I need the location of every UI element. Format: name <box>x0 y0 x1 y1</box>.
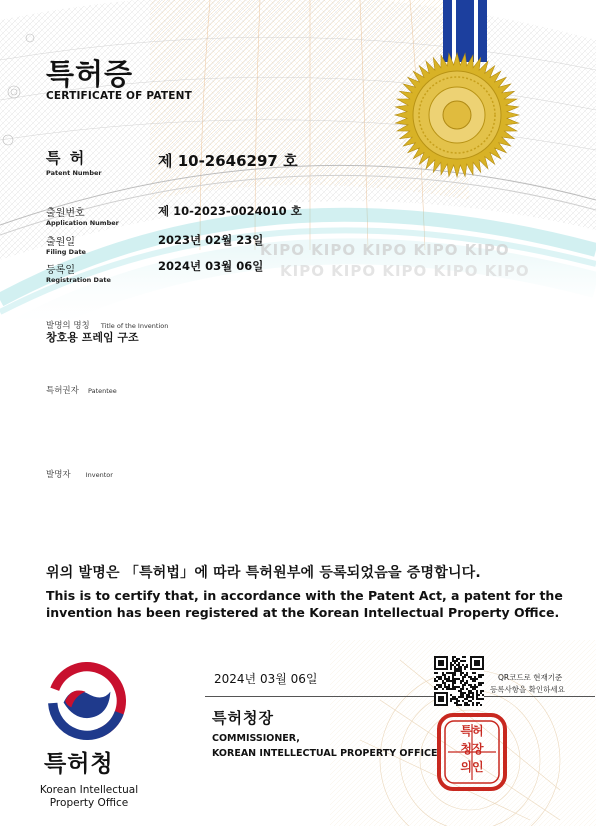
field-label-en: Application Number <box>46 219 119 227</box>
field-label-ko: 등록일 <box>46 265 75 276</box>
issue-date: 2024년 03월 06일 <box>214 672 318 686</box>
patent-number-label-ko: 특 허 <box>46 149 87 167</box>
office-name-en-line1: Korean Intellectual <box>39 784 139 796</box>
certificate-title-en: CERTIFICATE OF PATENT <box>46 90 192 102</box>
field-label-ko: 출원일 <box>46 237 75 248</box>
inventor-label <box>46 462 113 481</box>
filing-date-value: 2023년 02월 23일 <box>158 233 264 247</box>
korean-taeguk-logo-icon <box>48 662 126 740</box>
patentee-label-ko: 특허권자 <box>46 386 79 396</box>
patentee-label-en: Patentee <box>87 387 117 395</box>
invention-title-value: 창호용 프레임 구조 <box>46 331 139 344</box>
seal-text-line2: 청장 <box>460 742 484 756</box>
certification-statement-en-2: invention has been registered at the Korean Intellectual Property Office. <box>46 605 560 620</box>
seal-text-line1: 특허 <box>460 724 484 738</box>
application-number-label <box>46 204 119 227</box>
commissioner-title-en-1: COMMISSIONER, <box>212 733 300 744</box>
patent-number-value: 제 10-2646297 호 <box>158 152 298 170</box>
inventor-label-ko: 발명자 <box>46 470 71 480</box>
patent-number-label <box>46 147 102 177</box>
kipo-watermark-2: KIPO KIPO KIPO KIPO KIPO <box>280 262 530 280</box>
application-number-value: 제 10-2023-0024010 호 <box>158 204 302 218</box>
office-name-en-line2: Property Office <box>49 797 129 809</box>
office-name-en <box>30 784 148 810</box>
field-label-en: Registration Date <box>46 276 111 284</box>
field-label-en: Filing Date <box>46 248 86 256</box>
seal-text-line3: 의인 <box>460 760 484 774</box>
seal-text <box>446 722 498 776</box>
field-label-ko: 출원번호 <box>46 208 85 219</box>
patent-number-label-en: Patent Number <box>46 169 102 177</box>
certification-statement-ko: 위의 발명은 「특허법」에 따라 특허원부에 등록되었음을 증명합니다. <box>46 565 481 581</box>
filing-date-label <box>46 233 86 256</box>
certificate-title-ko: 특허증 <box>46 57 134 91</box>
certification-statement-en-1: This is to certify that, in accordance with the Patent Act, a patent for the <box>46 588 563 603</box>
registration-date-label <box>46 261 111 284</box>
qr-note-line1: QR코드로 현재기준 <box>498 673 563 682</box>
qr-note <box>490 672 565 696</box>
qr-code-icon[interactable] <box>434 656 484 706</box>
signature-divider <box>205 696 595 697</box>
commissioner-title-ko: 특허청장 <box>212 709 274 727</box>
inventor-label-en: Inventor <box>85 471 113 479</box>
kipo-watermark: KIPO KIPO KIPO KIPO KIPO <box>260 241 510 259</box>
office-name-ko: 특허청 <box>44 751 114 777</box>
invention-label-ko: 발명의 명칭 <box>46 321 90 331</box>
invention-label-en: Title of the Invention <box>100 322 169 330</box>
patentee-label <box>46 378 117 397</box>
registration-date-value: 2024년 03월 06일 <box>158 259 264 273</box>
qr-note-line2: 등록사항을 확인하세요 <box>490 685 565 694</box>
gold-seal-icon <box>392 50 522 180</box>
commissioner-title-en-2: KOREAN INTELLECTUAL PROPERTY OFFICE <box>212 748 438 759</box>
